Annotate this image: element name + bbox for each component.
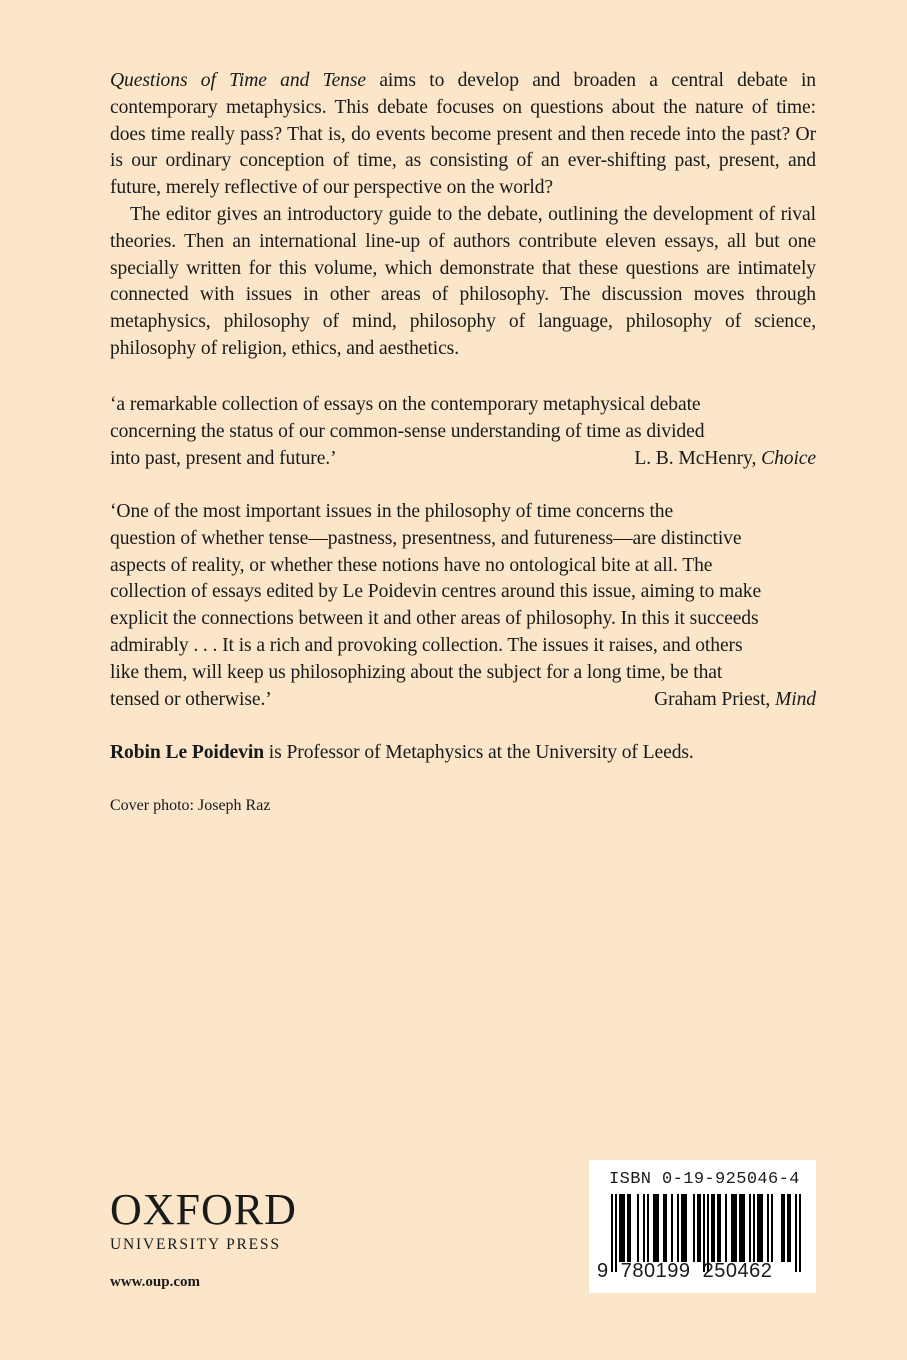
quote-author: L. B. McHenry, <box>634 447 762 469</box>
quote-line: aspects of reality, or whether these notions have no ontological bite at all. The <box>110 554 713 576</box>
barcode-bar <box>685 1194 687 1262</box>
barcode-bar <box>749 1194 751 1262</box>
quote-line: admirably . . . It is a rich and provoking collection. The issues it raises, and others <box>110 634 743 656</box>
quote-line: ‘a remarkable collection of essays on the contemporary metaphysical debate <box>110 394 701 415</box>
barcode-bar <box>733 1194 735 1262</box>
barcode-bar <box>655 1194 657 1262</box>
barcode-bar <box>789 1194 791 1262</box>
ean-number <box>597 1260 772 1283</box>
quote-attribution <box>634 446 816 473</box>
barcode-bar <box>671 1194 673 1262</box>
barcode-bar <box>753 1194 755 1262</box>
quote-attribution <box>654 687 816 714</box>
quote-author: Graham Priest, <box>654 688 776 710</box>
barcode-bar <box>693 1194 695 1262</box>
publisher-name: OXFORD <box>110 1185 297 1234</box>
quote-last-line <box>110 687 816 714</box>
barcode-bar <box>699 1194 701 1262</box>
quote-line: into past, present and future.’ <box>110 447 337 469</box>
barcode-bar <box>739 1194 741 1262</box>
publisher-website: www.oup.com <box>110 1274 201 1290</box>
quote-line: collection of essays edited by Le Poidevin centres around this issue, aiming to make <box>110 581 762 603</box>
barcode-bar <box>711 1194 713 1262</box>
barcode-bar <box>629 1194 631 1262</box>
barcode-bar <box>741 1194 743 1262</box>
ean-right-group: 250462 <box>702 1260 773 1282</box>
barcode-bar <box>683 1194 685 1262</box>
barcode-bar <box>681 1194 683 1262</box>
quote-line: explicit the connections between it and other areas of philosophy. In this it succeeds <box>110 608 759 630</box>
isbn-label: ISBN 0-19-925046-4 <box>609 1170 800 1189</box>
barcode-bar <box>761 1194 763 1262</box>
blurb-paragraph-1-text: aims to develop and broaden a central debate in contemporary metaphysics. This debate focuses on questions about the nature of time: does time really pass? That is, do events become present and then recede into the past? Or is our ordinary conception of time, as consisting of an ever-shifting past, present, and future, merely reflective of our perspective on the world? <box>110 70 816 199</box>
review-quote-mchenry <box>110 392 816 472</box>
barcode-bar <box>717 1194 719 1262</box>
barcode-bar <box>767 1194 769 1262</box>
barcode-bar <box>795 1194 797 1272</box>
barcode-bar <box>719 1194 721 1262</box>
ean-first-digit: 9 <box>597 1260 609 1282</box>
blurb-paragraph-2: The editor gives an introductory guide to the debate, outlining the development of rival theories. Then an international line-up of authors contribute eleven essays, all but one specially written for this volume, which demonstrate that these questions are intimately connected with issues in other areas of philosophy. The discussion moves through metaphysics, philosophy of mind, philosophy of language, philosophy of science, philosophy of religion, ethics, and aesthetics. <box>110 203 816 359</box>
barcode-bar <box>657 1194 659 1262</box>
quote-line: tensed or otherwise.’ <box>110 688 272 710</box>
barcode-bar <box>621 1194 623 1262</box>
barcode-bar <box>623 1194 625 1262</box>
barcode-bar <box>799 1194 801 1272</box>
barcode-bar <box>627 1194 629 1262</box>
blurb <box>110 68 816 363</box>
barcode-bar <box>663 1194 665 1262</box>
barcode-bar <box>665 1194 667 1262</box>
barcode-bar <box>787 1194 789 1262</box>
quote-source: Choice <box>761 447 816 469</box>
barcode <box>589 1160 816 1293</box>
barcode-bar <box>757 1194 759 1262</box>
barcode-bar <box>637 1194 639 1262</box>
barcode-bar <box>735 1194 737 1262</box>
barcode-bar <box>781 1194 783 1262</box>
author-bio <box>110 740 816 767</box>
cover-photo-credit: Cover photo: Joseph Raz <box>110 797 271 814</box>
barcode-bar <box>643 1194 645 1262</box>
barcode-bar <box>619 1194 621 1262</box>
barcode-bar <box>743 1194 745 1262</box>
barcode-bar <box>771 1194 773 1262</box>
quote-line: like them, will keep us philosophizing about the subject for a long time, be that <box>110 661 723 683</box>
barcode-bar <box>783 1194 785 1262</box>
publisher-logo <box>110 1185 297 1254</box>
quote-line: concerning the status of our common-sense understanding of time as divided <box>110 420 705 442</box>
barcode-bar <box>713 1194 715 1262</box>
publisher-press: UNIVERSITY PRESS <box>110 1236 281 1253</box>
barcode-bar <box>697 1194 699 1262</box>
barcode-bar <box>647 1194 649 1262</box>
author-bio-text: is Professor of Metaphysics at the University of Leeds. <box>264 742 694 763</box>
review-quote-priest <box>110 499 816 713</box>
barcode-bar <box>653 1194 655 1262</box>
quote-source: Mind <box>775 688 816 710</box>
quote-last-line <box>110 446 816 473</box>
author-name: Robin Le Poidevin <box>110 742 264 763</box>
blurb-paragraph-1 <box>110 68 816 202</box>
barcode-bar <box>731 1194 733 1262</box>
barcode-bar <box>759 1194 761 1262</box>
quote-line: question of whether tense—pastness, presentness, and futureness—are distinctive <box>110 527 742 549</box>
barcode-bar <box>725 1194 727 1262</box>
quote-line: ‘One of the most important issues in the philosophy of time concerns the <box>110 501 674 522</box>
book-title: Questions of Time and Tense <box>110 70 366 91</box>
barcode-bar <box>677 1194 679 1262</box>
ean-left-group: 780199 <box>620 1260 691 1282</box>
